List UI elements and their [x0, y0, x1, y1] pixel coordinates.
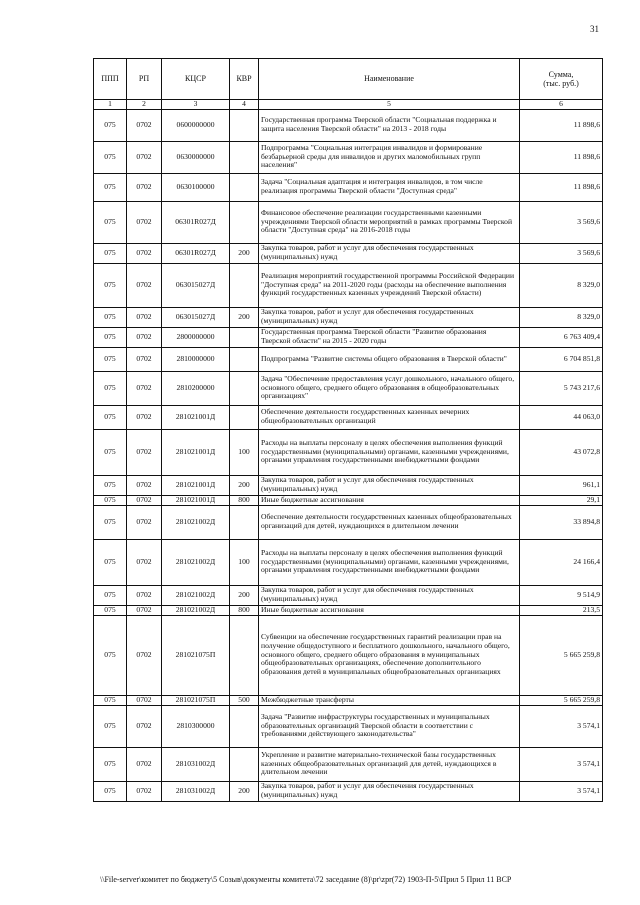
cell-kvr: [230, 109, 259, 141]
cell-ppp: 075: [94, 539, 127, 585]
cell-name: Подпрограмма "Развитие системы общего образования в Тверской области": [259, 347, 520, 371]
cell-ppp: 075: [94, 615, 127, 695]
cell-kcsr: 281021075П: [162, 695, 230, 705]
cell-name: Закупка товаров, работ и услуг для обеспечения государственных (муниципальных) нужд: [259, 475, 520, 495]
cell-kcsr: 2800000000: [162, 327, 230, 347]
cell-name: Реализация мероприятий государственной программы Российской Федерации "Доступная среда" на 2011-2020 годы (расходы на обеспечение выполнения функций государственных казенных учреждений Тверской области): [259, 263, 520, 307]
cell-rp: 0702: [127, 173, 162, 201]
cell-rp: 0702: [127, 539, 162, 585]
cell-ppp: 075: [94, 747, 127, 781]
cell-kvr: [230, 173, 259, 201]
cell-sum: 5 665 259,8: [520, 695, 603, 705]
table-row: [94, 405, 603, 429]
cell-kcsr: 281031002Д: [162, 747, 230, 781]
cell-name: Государственная программа Тверской области "Развитие образования Тверской области" на 2015 - 2020 годы: [259, 327, 520, 347]
cell-ppp: 075: [94, 585, 127, 605]
cell-ppp: 075: [94, 371, 127, 405]
cell-rp: 0702: [127, 475, 162, 495]
cell-kvr: [230, 347, 259, 371]
cell-kvr: 500: [230, 695, 259, 705]
table-row: [94, 109, 603, 141]
table-row: [94, 141, 603, 173]
table-body: [94, 109, 603, 801]
table-row: [94, 243, 603, 263]
cell-name: Иные бюджетные ассигнования: [259, 605, 520, 615]
cell-kvr: 800: [230, 605, 259, 615]
cell-kvr: [230, 615, 259, 695]
cell-name: Задача "Обеспечение предоставления услуг дошкольного, начального общего, основного общего, среднего общего образования в общеобразовательных организациях": [259, 371, 520, 405]
cell-ppp: 075: [94, 141, 127, 173]
table-row: [94, 585, 603, 605]
cell-sum: 3 569,6: [520, 243, 603, 263]
header-rp: РП: [127, 59, 162, 100]
cell-kcsr: 281021002Д: [162, 585, 230, 605]
table-row: [94, 263, 603, 307]
cell-sum: 5 665 259,8: [520, 615, 603, 695]
cell-kvr: 200: [230, 243, 259, 263]
cell-name: Задача "Социальная адаптация и интеграция инвалидов, в том числе реализация программы Тверской области "Доступная среда": [259, 173, 520, 201]
cell-rp: 0702: [127, 405, 162, 429]
cell-kvr: [230, 405, 259, 429]
cell-sum: 961,1: [520, 475, 603, 495]
cell-rp: 0702: [127, 347, 162, 371]
cell-kcsr: 0600000000: [162, 109, 230, 141]
cell-sum: 6 763 409,4: [520, 327, 603, 347]
cell-sum: 3 574,1: [520, 705, 603, 747]
cell-ppp: 075: [94, 173, 127, 201]
cell-kvr: [230, 201, 259, 243]
cell-name: Расходы на выплаты персоналу в целях обеспечения выполнения функций государственными (муниципальными) органами, казенными учреждениями, органами управления государственными внебюджетными фондами: [259, 539, 520, 585]
cell-kvr: [230, 705, 259, 747]
cell-sum: 24 166,4: [520, 539, 603, 585]
cell-name: Подпрограмма "Социальная интеграция инвалидов и формирование безбарьерной среды для инвалидов и других маломобильных групп населения": [259, 141, 520, 173]
cell-ppp: 075: [94, 243, 127, 263]
table-row: [94, 615, 603, 695]
cell-name: Расходы на выплаты персоналу в целях обеспечения выполнения функций государственными (муниципальными) органами, казенными учреждениями, органами управления государственными внебюджетными фондами: [259, 429, 520, 475]
cell-kcsr: 0630000000: [162, 141, 230, 173]
cell-kcsr: 06301R027Д: [162, 201, 230, 243]
cell-rp: 0702: [127, 705, 162, 747]
cell-kcsr: 281021001Д: [162, 495, 230, 505]
cell-sum: 9 514,9: [520, 585, 603, 605]
cell-name: Финансовое обеспечение реализации государственными казенными учреждениями Тверской области мероприятий в рамках программы Тверской области "Доступная среда" на 2016-2018 годы: [259, 201, 520, 243]
cell-sum: 8 329,0: [520, 263, 603, 307]
cell-ppp: 075: [94, 201, 127, 243]
cell-ppp: 075: [94, 475, 127, 495]
cell-ppp: 075: [94, 405, 127, 429]
cell-rp: 0702: [127, 307, 162, 327]
cell-sum: 6 704 851,8: [520, 347, 603, 371]
cell-kcsr: 281021001Д: [162, 475, 230, 495]
cell-kvr: [230, 747, 259, 781]
column-number: 4: [230, 100, 259, 110]
cell-ppp: 075: [94, 705, 127, 747]
table-row: [94, 327, 603, 347]
cell-name: Межбюджетные трансферты: [259, 695, 520, 705]
cell-rp: 0702: [127, 141, 162, 173]
header-sum: Сумма, (тыс. руб.): [520, 59, 603, 100]
cell-ppp: 075: [94, 347, 127, 371]
cell-rp: 0702: [127, 605, 162, 615]
cell-rp: 0702: [127, 781, 162, 801]
cell-name: Государственная программа Тверской области "Социальная поддержка и защита населения Тверской области" на 2013 - 2018 годы: [259, 109, 520, 141]
column-number: 1: [94, 100, 127, 110]
cell-rp: 0702: [127, 495, 162, 505]
cell-rp: 0702: [127, 615, 162, 695]
cell-sum: 3 569,6: [520, 201, 603, 243]
table-row: [94, 201, 603, 243]
table-row: [94, 371, 603, 405]
cell-ppp: 075: [94, 695, 127, 705]
table-header-row: [94, 59, 603, 100]
table-row: [94, 781, 603, 801]
cell-kvr: [230, 505, 259, 539]
header-kcsr: КЦСР: [162, 59, 230, 100]
page-number: 31: [590, 24, 599, 34]
cell-kcsr: 2810000000: [162, 347, 230, 371]
cell-sum: 44 063,0: [520, 405, 603, 429]
cell-rp: 0702: [127, 585, 162, 605]
table-row: [94, 747, 603, 781]
cell-name: Обеспечение деятельности государственных казенных вечерних общеобразовательных организаций: [259, 405, 520, 429]
cell-sum: 11 898,6: [520, 141, 603, 173]
cell-ppp: 075: [94, 505, 127, 539]
cell-kcsr: 0630100000: [162, 173, 230, 201]
column-number: 6: [520, 100, 603, 110]
cell-kvr: 200: [230, 475, 259, 495]
cell-name: Иные бюджетные ассигнования: [259, 495, 520, 505]
cell-sum: 3 574,1: [520, 781, 603, 801]
file-path-footer: \\File-server\комитет по бюджету\5 Созыв\документы комитета\72 заседание (8)\pr\zpr(72) 1903-П-5\Прил 5 Прил 11 ВСР: [100, 875, 512, 884]
cell-kvr: 200: [230, 781, 259, 801]
cell-name: Обеспечение деятельности государственных казенных общеобразовательных организаций для детей, нуждающихся в длительном лечении: [259, 505, 520, 539]
cell-name: Закупка товаров, работ и услуг для обеспечения государственных (муниципальных) нужд: [259, 585, 520, 605]
cell-kcsr: 2810200000: [162, 371, 230, 405]
table-row: [94, 605, 603, 615]
table-row: [94, 505, 603, 539]
cell-kvr: 100: [230, 539, 259, 585]
cell-name: Закупка товаров, работ и услуг для обеспечения государственных (муниципальных) нужд: [259, 307, 520, 327]
cell-kcsr: 281021001Д: [162, 405, 230, 429]
cell-sum: 33 894,8: [520, 505, 603, 539]
cell-kvr: [230, 263, 259, 307]
cell-name: Субвенции на обеспечение государственных гарантий реализации прав на получение общедоступного и бесплатного дошкольного, начального общего, основного общего, среднего общего образования в муниципальных общеобразовательных организациях, обеспечение дополнительного образования детей в муниципальных общеобразовательных организациях: [259, 615, 520, 695]
cell-rp: 0702: [127, 695, 162, 705]
cell-ppp: 075: [94, 429, 127, 475]
cell-sum: 29,1: [520, 495, 603, 505]
table-row: [94, 347, 603, 371]
cell-kcsr: 281021002Д: [162, 605, 230, 615]
cell-sum: 43 072,8: [520, 429, 603, 475]
cell-kcsr: 2810300000: [162, 705, 230, 747]
cell-ppp: 075: [94, 327, 127, 347]
cell-kvr: [230, 327, 259, 347]
cell-kvr: [230, 371, 259, 405]
cell-kcsr: 063015027Д: [162, 307, 230, 327]
cell-kvr: 800: [230, 495, 259, 505]
cell-rp: 0702: [127, 327, 162, 347]
cell-ppp: 075: [94, 495, 127, 505]
cell-kcsr: 281021002Д: [162, 505, 230, 539]
cell-sum: 5 743 217,6: [520, 371, 603, 405]
cell-kcsr: 281021002Д: [162, 539, 230, 585]
table-row: [94, 705, 603, 747]
table-row: [94, 429, 603, 475]
cell-sum: 8 329,0: [520, 307, 603, 327]
cell-ppp: 075: [94, 781, 127, 801]
cell-name: Укрепление и развитие материально-технической базы государственных казенных общеобразовательных организаций для детей, нуждающихся в длительном лечении: [259, 747, 520, 781]
header-kvr: КВР: [230, 59, 259, 100]
cell-rp: 0702: [127, 429, 162, 475]
table-row: [94, 495, 603, 505]
cell-sum: 11 898,6: [520, 109, 603, 141]
cell-rp: 0702: [127, 263, 162, 307]
table-row: [94, 539, 603, 585]
table-row: [94, 173, 603, 201]
table-row: [94, 475, 603, 495]
cell-rp: 0702: [127, 747, 162, 781]
column-numbers-row: [94, 100, 603, 110]
column-number: 5: [259, 100, 520, 110]
cell-sum: 213,5: [520, 605, 603, 615]
table-row: [94, 695, 603, 705]
cell-rp: 0702: [127, 505, 162, 539]
cell-kvr: 200: [230, 307, 259, 327]
cell-kcsr: 281031002Д: [162, 781, 230, 801]
budget-table: [93, 58, 603, 802]
cell-kcsr: 281021001Д: [162, 429, 230, 475]
cell-rp: 0702: [127, 109, 162, 141]
cell-sum: 3 574,1: [520, 747, 603, 781]
cell-kcsr: 063015027Д: [162, 263, 230, 307]
cell-kvr: 200: [230, 585, 259, 605]
cell-kvr: 100: [230, 429, 259, 475]
cell-rp: 0702: [127, 371, 162, 405]
cell-kcsr: 06301R027Д: [162, 243, 230, 263]
cell-name: Закупка товаров, работ и услуг для обеспечения государственных (муниципальных) нужд: [259, 781, 520, 801]
column-number: 2: [127, 100, 162, 110]
cell-kvr: [230, 141, 259, 173]
cell-rp: 0702: [127, 201, 162, 243]
header-ppp: ППП: [94, 59, 127, 100]
cell-kcsr: 281021075П: [162, 615, 230, 695]
cell-name: Задача "Развитие инфраструктуры государственных и муниципальных образовательных организаций Тверской области в соответствии с требованиями действующего законодательства": [259, 705, 520, 747]
cell-rp: 0702: [127, 243, 162, 263]
header-name: Наименование: [259, 59, 520, 100]
cell-ppp: 075: [94, 263, 127, 307]
cell-ppp: 075: [94, 605, 127, 615]
cell-ppp: 075: [94, 109, 127, 141]
table-row: [94, 307, 603, 327]
cell-sum: 11 898,6: [520, 173, 603, 201]
cell-name: Закупка товаров, работ и услуг для обеспечения государственных (муниципальных) нужд: [259, 243, 520, 263]
cell-ppp: 075: [94, 307, 127, 327]
column-number: 3: [162, 100, 230, 110]
